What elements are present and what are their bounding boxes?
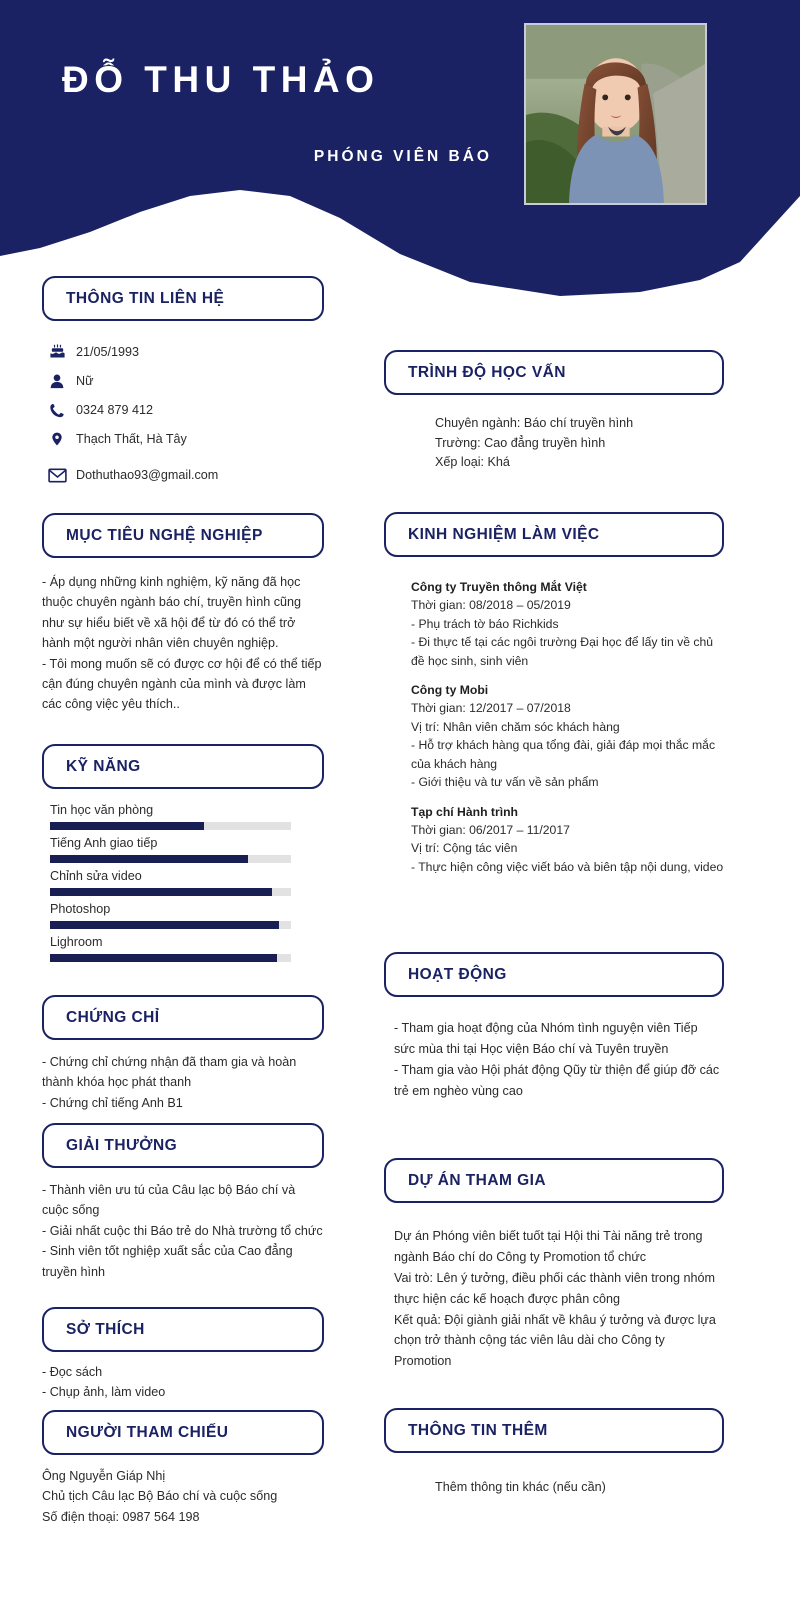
certificate-line: - Chứng chỉ tiếng Anh B1: [42, 1095, 183, 1110]
experience-item: [411, 805, 729, 877]
section-objective: [42, 513, 324, 715]
project-line: Dự án Phóng viên biết tuốt tại Hội thi Tài năng trẻ trong ngành Báo chí do Công ty Promotion tổ chức: [394, 1229, 703, 1264]
experience-item: [411, 683, 729, 792]
objective-body: [42, 572, 324, 715]
skill-progress-bar: [50, 921, 291, 929]
skill-progress-fill: [50, 888, 272, 896]
objective-paragraph: - Tôi mong muốn sẽ có được cơ hội để có thể tiếp cận đúng chuyên ngành của mình và được làm các công việc yêu thích..: [42, 656, 322, 712]
company-name: Công ty Mobi: [411, 683, 489, 698]
section-references: [42, 1410, 324, 1527]
skill-item: [42, 869, 324, 896]
person-icon: [42, 373, 72, 390]
job-detail: - Giới thiệu và tư vấn về sản phẩm: [411, 775, 599, 790]
more-info-body: [384, 1477, 724, 1497]
activity-line: - Tham gia hoạt động của Nhóm tình nguyện viên Tiếp sức mùa thi tại Học viện Báo chí và Tuyên truyền: [394, 1021, 698, 1056]
skill-item: [42, 803, 324, 830]
more-info-line: Thêm thông tin khác (nếu cần): [435, 1480, 606, 1494]
section-title: TRÌNH ĐỘ HỌC VẤN: [408, 363, 566, 381]
activity-line: - Tham gia vào Hội phát động Qũy từ thiện để giúp đỡ các trẻ em nghèo vùng cao: [394, 1062, 720, 1098]
skill-progress-bar: [50, 855, 291, 863]
section-contact: [42, 276, 324, 490]
section-more-info: [384, 1408, 724, 1497]
contact-value: 21/05/1993: [76, 345, 140, 359]
job-detail: - Hỗ trợ khách hàng qua tổng đài, giải đáp mọi thắc mắc của khách hàng: [411, 738, 716, 771]
skill-item: [42, 902, 324, 929]
skill-progress-fill: [50, 855, 248, 863]
reference-line: Chủ tịch Câu lạc Bộ Báo chí và cuộc sống: [42, 1489, 278, 1504]
contact-row-email: [42, 461, 324, 489]
job-detail: Vị trí: Cộng tác viên: [411, 841, 518, 856]
contact-row-gender: [42, 367, 324, 395]
skill-progress-fill: [50, 954, 277, 962]
skill-progress-bar: [50, 954, 291, 962]
contact-value: Dothuthao93@gmail.com: [76, 468, 219, 482]
education-line: Trường: Cao đẳng truyền hình: [435, 435, 606, 450]
skill-label: Chỉnh sửa video: [50, 869, 142, 883]
awards-body: [42, 1180, 324, 1282]
section-title: SỞ THÍCH: [66, 1320, 145, 1338]
cv-header: [0, 0, 800, 300]
section-title: MỤC TIÊU NGHỆ NGHIỆP: [66, 526, 263, 544]
award-line: - Thành viên ưu tú của Câu lạc bộ Báo chí và cuộc sống: [42, 1183, 296, 1218]
experience-item: [411, 580, 729, 670]
section-header-experience: [384, 512, 724, 557]
activities-body: [384, 1018, 722, 1102]
hobby-line: - Đọc sách: [42, 1365, 103, 1379]
contact-list: [42, 338, 324, 489]
avatar: [524, 23, 707, 205]
job-detail: - Thực hiện công việc viết báo và biên tập nội dung, video: [411, 860, 724, 875]
skill-progress-fill: [50, 921, 279, 929]
section-title: DỰ ÁN THAM GIA: [408, 1171, 546, 1189]
section-awards: [42, 1123, 324, 1282]
section-title: THÔNG TIN LIÊN HỆ: [66, 289, 225, 307]
section-title: NGƯỜI THAM CHIẾU: [66, 1423, 229, 1441]
section-title: GIẢI THƯỞNG: [66, 1136, 178, 1154]
job-detail: Thời gian: 06/2017 – 11/2017: [411, 822, 570, 837]
section-hobbies: [42, 1307, 324, 1403]
projects-body: [384, 1226, 724, 1372]
section-header-references: [42, 1410, 324, 1455]
job-detail: Thời gian: 08/2018 – 05/2019: [411, 598, 571, 612]
section-title: KỸ NĂNG: [66, 757, 141, 775]
certificates-body: [42, 1052, 324, 1113]
section-title: HOẠT ĐỘNG: [408, 965, 507, 983]
education-body: [384, 414, 724, 473]
section-skills: [42, 744, 324, 968]
section-header-education: [384, 350, 724, 395]
experience-list: [384, 580, 729, 877]
job-detail: - Đi thực tế tại các ngôi trường Đại học để lấy tin về chủ đề học sinh, sinh viên: [411, 635, 714, 668]
section-activities: [384, 952, 724, 1102]
skill-item: [42, 836, 324, 863]
section-experience: [384, 512, 724, 890]
section-header-skills: [42, 744, 324, 789]
section-header-certificates: [42, 995, 324, 1040]
section-header-awards: [42, 1123, 324, 1168]
section-header-activities: [384, 952, 724, 997]
award-line: - Giải nhất cuộc thi Báo trẻ do Nhà trường tổ chức: [42, 1223, 323, 1238]
education-line: Chuyên ngành: Báo chí truyền hình: [435, 416, 634, 430]
job-detail: Thời gian: 12/2017 – 07/2018: [411, 701, 571, 716]
section-header-objective: [42, 513, 324, 558]
section-header-hobbies: [42, 1307, 324, 1352]
skills-list: [42, 803, 324, 962]
skill-progress-bar: [50, 888, 291, 896]
section-education: [384, 350, 724, 473]
contact-row-birthday: [42, 338, 324, 366]
contact-value: Thạch Thất, Hà Tây: [76, 432, 187, 446]
job-detail: - Phụ trách tờ báo Richkids: [411, 616, 559, 631]
contact-row-phone: [42, 396, 324, 424]
skill-progress-bar: [50, 822, 291, 830]
skill-label: Lighroom: [50, 935, 103, 949]
section-title: CHỨNG CHỈ: [66, 1008, 160, 1026]
contact-row-address: [42, 425, 324, 453]
envelope-icon: [42, 468, 72, 483]
company-name: Công ty Truyền thông Mắt Việt: [411, 580, 587, 594]
contact-value: 0324 879 412: [76, 403, 154, 417]
section-header-more-info: [384, 1408, 724, 1453]
section-projects: [384, 1158, 724, 1372]
section-header-contact: [42, 276, 324, 321]
skill-label: Tin học văn phòng: [50, 803, 154, 817]
hobby-line: - Chụp ảnh, làm video: [42, 1385, 166, 1400]
reference-line: Số điện thoại: 0987 564 198: [42, 1509, 200, 1524]
objective-paragraph: - Áp dụng những kinh nghiệm, kỹ năng đã học thuộc chuyên ngành báo chí, truyền hình cũng như sự hiểu biết về xã hội để từ đó có thể trở hành một người nhân viên chuyên nghiệp.: [42, 575, 302, 651]
skill-label: Photoshop: [50, 902, 111, 916]
company-name: Tạp chí Hành trình: [411, 804, 518, 819]
section-header-projects: [384, 1158, 724, 1203]
references-body: [42, 1466, 324, 1527]
project-line: Kết quả: Đội giành giải nhất về khâu ý tưởng và được lựa chọn trở thành cộng tác viên lâu dài cho Công ty Promotion: [394, 1312, 716, 1369]
job-role-subtitle: PHÓNG VIÊN BÁO: [313, 148, 492, 165]
award-line: - Sinh viên tốt nghiệp xuất sắc của Cao đẳng truyền hình: [42, 1244, 293, 1279]
portrait-photo-icon: [526, 25, 705, 203]
hobbies-body: [42, 1362, 324, 1403]
page-title: ĐỖ THU THẢO: [62, 59, 380, 100]
reference-line: Ông Nguyễn Giáp Nhị: [42, 1469, 166, 1483]
skill-progress-fill: [50, 822, 204, 830]
job-detail: Vị trí: Nhân viên chăm sóc khách hàng: [411, 719, 620, 734]
skill-label: Tiếng Anh giao tiếp: [50, 836, 158, 850]
location-pin-icon: [42, 430, 72, 448]
certificate-line: - Chứng chỉ chứng nhận đã tham gia và hoàn thành khóa học phát thanh: [42, 1055, 297, 1090]
section-title: KINH NGHIỆM LÀM VIỆC: [408, 525, 600, 543]
section-certificates: [42, 995, 324, 1113]
contact-value: Nữ: [76, 374, 94, 388]
skill-item: [42, 935, 324, 962]
education-line: Xếp loại: Khá: [435, 455, 510, 470]
birthday-cake-icon: [42, 344, 72, 361]
section-title: THÔNG TIN THÊM: [408, 1421, 548, 1439]
project-line: Vai trò: Lên ý tưởng, điều phối các thành viên trong nhóm thực hiện các kế hoạch được phân công: [394, 1270, 715, 1306]
phone-icon: [42, 402, 72, 419]
